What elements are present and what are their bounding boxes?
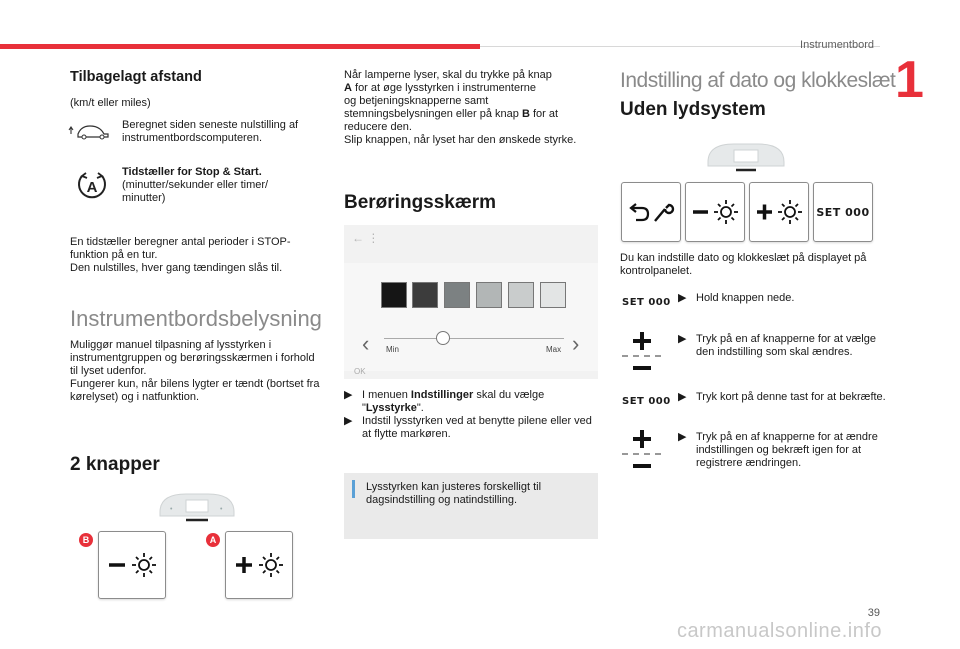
bullet1-quote-close: ".	[416, 402, 424, 414]
intro-line-4	[344, 108, 604, 121]
bullet1-text-c: skal du vælge	[473, 389, 545, 401]
heading-no-audio: Uden lydsystem	[620, 99, 766, 120]
bullet-arrow-icon: ▶	[678, 431, 687, 443]
screen-content	[344, 263, 598, 371]
svg-text:•: •	[220, 506, 223, 513]
intro-line-4-end: for at	[529, 108, 559, 120]
heading-distance: Tilbagelagt afstand	[70, 69, 202, 85]
bullet-arrow-icon: ▶	[678, 391, 687, 403]
step4-text: Tryk på en af knapperne for at ændre indstillingen og bekræft igen for at registrere ændringen.	[696, 431, 878, 469]
intro-paragraph	[344, 69, 604, 147]
bullet-arrow-icon: ▶	[344, 389, 353, 401]
plus-minus-symbol	[620, 332, 666, 379]
minus-sun-icon	[99, 532, 165, 598]
chapter-number: 1	[895, 51, 924, 109]
bullet1-option: Lysstyrke	[365, 402, 417, 414]
minus-sun-button[interactable]	[685, 182, 745, 242]
color-swatch[interactable]	[476, 282, 502, 308]
heading-lighting: Instrumentbordsbelysning	[70, 306, 322, 331]
heading-touchscreen: Berøringsskærm	[344, 192, 497, 213]
key-b: B	[521, 108, 530, 120]
set-label: SET 000	[816, 205, 870, 219]
step3-text: Tryk kort på denne tast for at bekræfte.	[696, 391, 886, 403]
note-text: Lysstyrken kan justeres forskelligt til dagsindstilling og natindstilling.	[366, 481, 542, 506]
step-hold	[678, 292, 891, 305]
section-title: Instrumentbord	[800, 39, 874, 51]
bullet-adjust	[344, 415, 600, 441]
plus-sun-icon	[750, 183, 808, 241]
svg-text:A: A	[86, 179, 98, 196]
page-number: 39	[867, 607, 880, 619]
stop-start-text: (minutter/sekunder eller timer/ minutter)	[122, 179, 269, 204]
bullet-settings	[344, 389, 600, 415]
color-swatch[interactable]	[444, 282, 470, 308]
back-arrow-icon[interactable]: ← ⋮	[352, 231, 380, 245]
units-text: (km/t eller miles)	[70, 97, 151, 109]
stop-start-title: Tidstæller for Stop & Start.	[122, 166, 262, 178]
bullet2-text: Indstil lysstyrken ved at benytte pilene eller ved at flytte markøren.	[362, 415, 592, 440]
para-timer: En tidstæller beregner antal perioder i STOP-funktion på en tur.	[70, 236, 291, 261]
step-change	[678, 431, 891, 470]
bullet1-quote-open: "	[362, 402, 366, 414]
bullet-arrow-icon: ▶	[678, 292, 687, 304]
color-swatch[interactable]	[540, 282, 566, 308]
bullet-arrow-icon: ▶	[678, 333, 687, 345]
minus-sun-icon	[686, 183, 744, 241]
plus-sun-icon	[226, 532, 292, 598]
right-arrow-icon[interactable]: ›	[572, 331, 580, 356]
lighting-text-1: Muliggør manuel tilpasning af lysstyrken i instrumentgruppen og berøringsskærmen i forhold til lyset udenfor.	[70, 339, 315, 377]
intro-line-2	[344, 82, 604, 95]
step-select	[678, 333, 891, 359]
car-reset-icon	[68, 120, 114, 147]
intro-line-4-text: stemningsbelysningen eller på knap	[344, 108, 522, 120]
intro-line-5: reducere den.	[344, 121, 412, 133]
ok-button[interactable]: OK	[354, 367, 366, 376]
header-red-bar	[0, 44, 480, 49]
bullet-arrow-icon: ▶	[344, 415, 353, 427]
item-reset-text: Beregnet siden seneste nulstilling af instrumentbordscomputeren.	[122, 119, 299, 144]
svg-text:•: •	[170, 506, 173, 513]
bullet1-text-a: I menuen	[362, 389, 411, 401]
heading-2-buttons: 2 knapper	[70, 454, 160, 475]
dashboard-illustration	[156, 490, 238, 529]
back-wrench-button[interactable]	[621, 182, 681, 242]
item-stop-start	[122, 166, 312, 205]
set-symbol: SET 000	[622, 297, 671, 308]
para-reset: Den nulstilles, hver gang tændingen slås til.	[70, 262, 283, 274]
badge-b: B	[79, 533, 93, 547]
step1-text: Hold knappen nede.	[696, 292, 795, 304]
set-button[interactable]	[813, 182, 873, 242]
set-symbol: SET 000	[622, 396, 671, 407]
badge-a: A	[206, 533, 220, 547]
info-icon	[352, 480, 355, 498]
key-a: A	[344, 82, 352, 94]
back-wrench-icon	[622, 183, 680, 241]
step2-text: Tryk på en af knapperne for at vælge den indstilling som skal ændres.	[696, 333, 876, 358]
color-swatch[interactable]	[381, 282, 407, 308]
plus-sun-button[interactable]	[749, 182, 809, 242]
min-label: Min	[386, 345, 399, 354]
intro-line-6: Slip knappen, når lyset har den ønskede styrke.	[344, 134, 577, 146]
plus-minus-symbol	[620, 430, 666, 477]
date-intro: Du kan indstille dato og klokkeslæt på displayet på kontrolpanelet.	[620, 252, 867, 277]
brightness-slider-track[interactable]	[384, 338, 564, 339]
max-label: Max	[546, 345, 562, 354]
button-a-brighten[interactable]	[225, 531, 293, 599]
intro-line-2-text: for at øge lysstyrken i instrumenterne	[351, 82, 536, 94]
left-arrow-icon[interactable]: ‹	[362, 331, 370, 356]
color-swatch[interactable]	[508, 282, 534, 308]
watermark: carmanualsonline.info	[676, 620, 882, 642]
bullet-list-touch	[344, 389, 600, 441]
intro-line-1: Når lamperne lyser, skal du trykke på knap	[344, 69, 552, 81]
lighting-text-2: Fungerer kun, når bilens lygter er tændt (bortset fra kørelyset) og i natfunktion.	[70, 378, 320, 403]
heading-date-time: Indstilling af dato og klokkeslæt	[620, 69, 896, 92]
step-confirm	[678, 391, 891, 404]
button-b-dim[interactable]	[98, 531, 166, 599]
color-swatch[interactable]	[412, 282, 438, 308]
intro-line-3: og betjeningsknapperne samt	[344, 95, 489, 107]
bullet1-menu: Indstillinger	[410, 389, 474, 401]
brightness-slider-knob[interactable]	[436, 331, 450, 345]
stop-start-icon	[76, 167, 108, 208]
dashboard-illustration	[704, 140, 788, 179]
